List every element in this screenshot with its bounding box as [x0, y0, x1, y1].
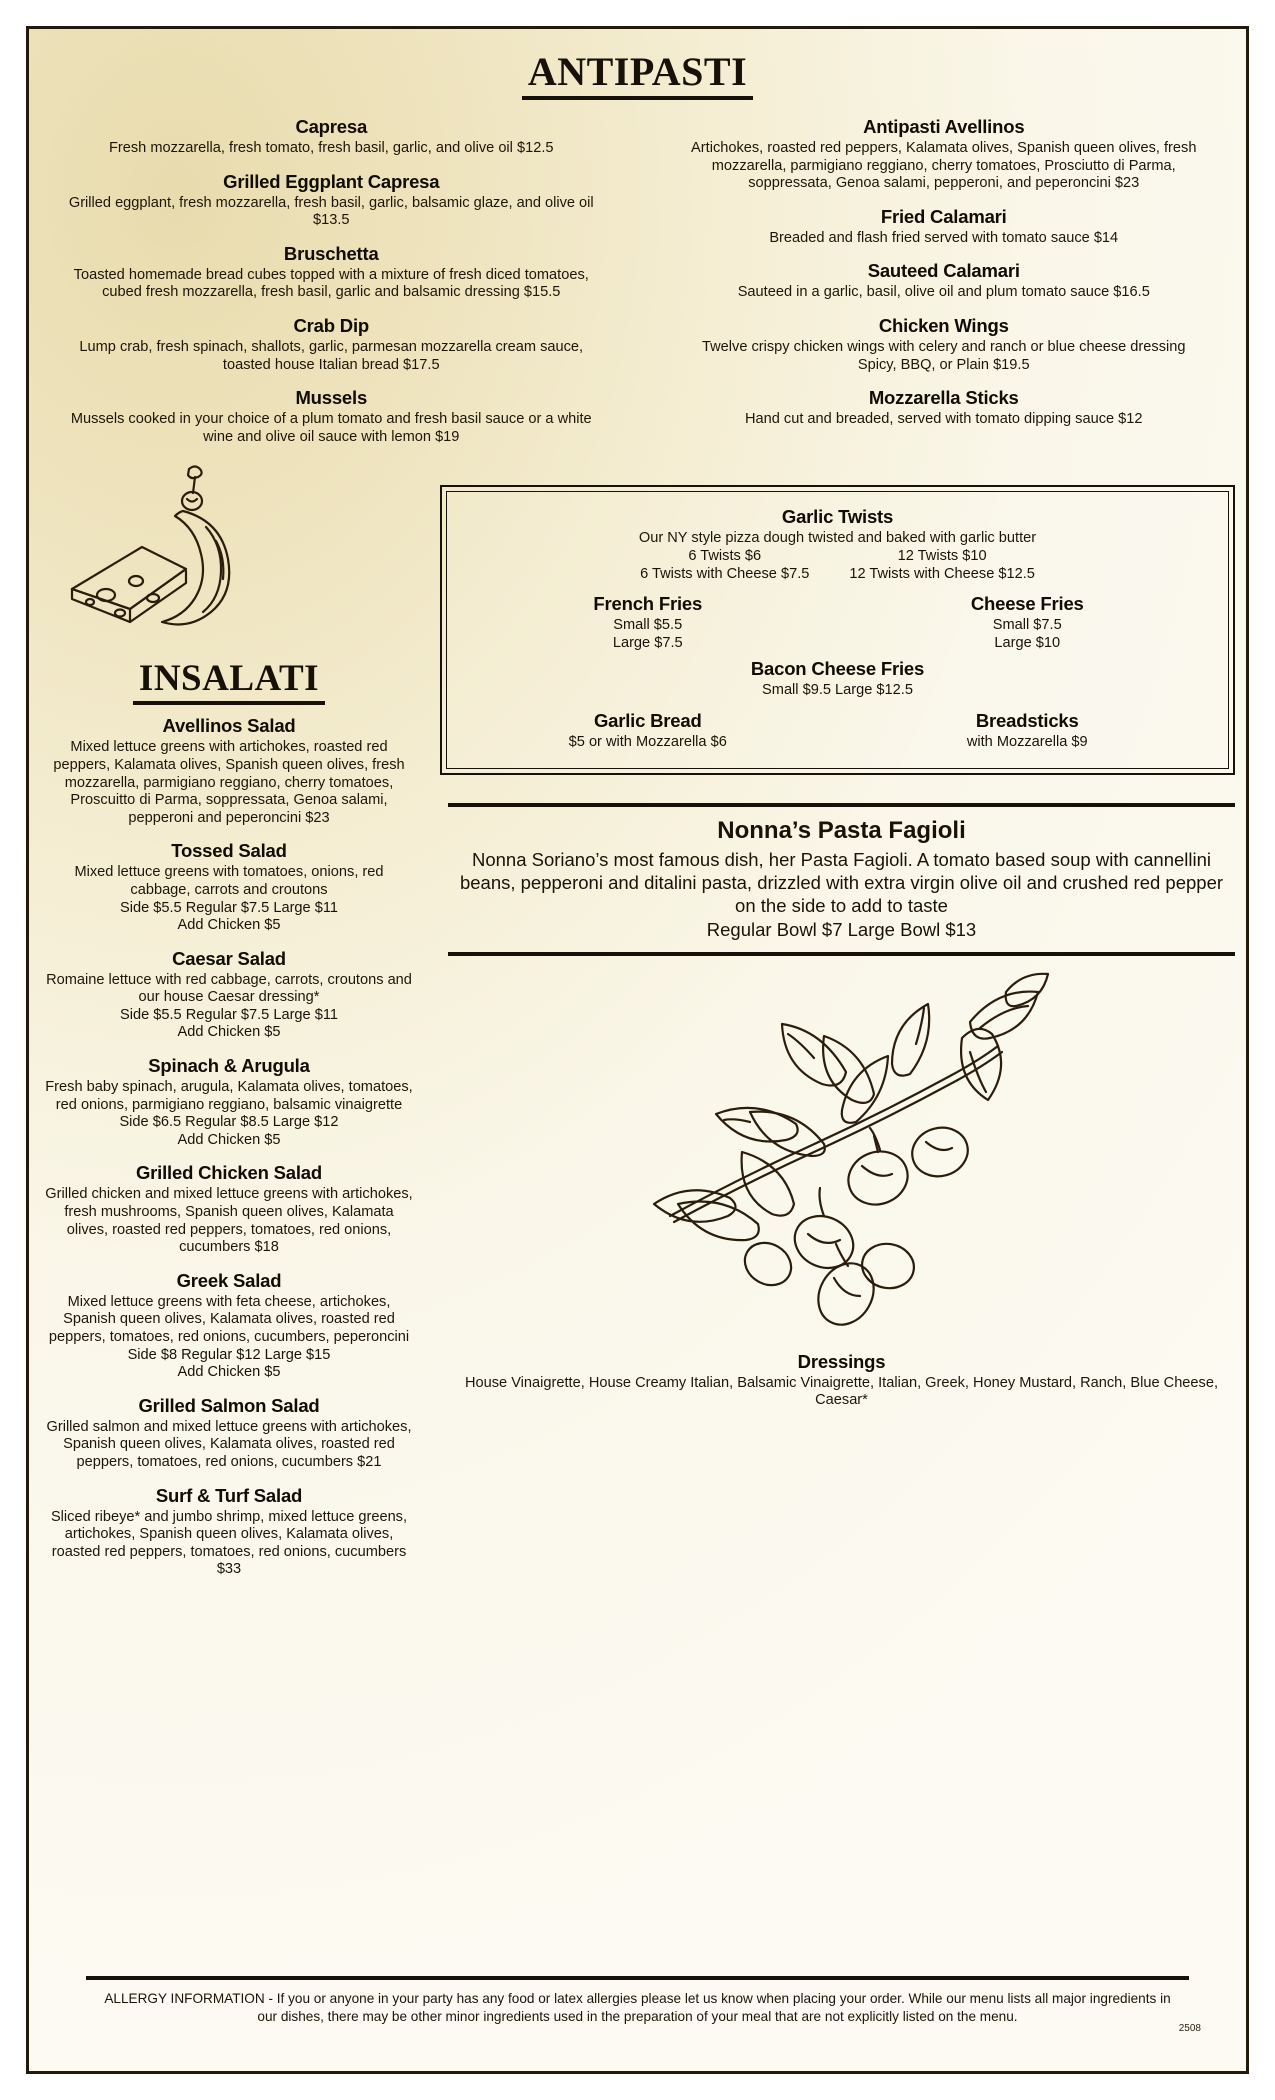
item-name: Tossed Salad: [171, 840, 287, 862]
price-line: Small $9.5 Large $12.5: [762, 682, 913, 699]
item-prices: Side $8 Regular $12 Large $15: [127, 1346, 331, 1363]
menu-item: [669, 206, 1220, 248]
dressings-title: Dressings: [797, 1350, 886, 1372]
item-prices: Side $6.5 Regular $8.5 Large $12: [119, 1114, 339, 1131]
price-line: Small $5.5: [613, 617, 683, 634]
item-description: Hand cut and breaded, served with tomato dipping sauce $12: [744, 411, 1143, 428]
sides-box: [440, 485, 1235, 774]
antipasti-title-text: ANTIPASTI: [522, 48, 753, 100]
item-description: Fresh baby spinach, arugula, Kalamata olives, tomatoes, red onions, parmigiano reggiano, balsamic vinaigrette: [45, 1079, 413, 1113]
item-name: Antipasti Avellinos: [863, 116, 1025, 137]
item-name: Bruschetta: [283, 242, 379, 264]
item-description: Our NY style pizza dough twisted and baked with garlic butter: [638, 530, 1037, 547]
antipasti-section-title: [34, 48, 1241, 100]
item-add-on: Add Chicken $5: [177, 917, 281, 934]
menu-item-breadsticks: [843, 710, 1213, 752]
item-name: Avellinos Salad: [162, 715, 296, 737]
item-name: Garlic Twists: [781, 506, 894, 528]
price-line: 12 Twists $10: [897, 547, 987, 564]
item-description: Mixed lettuce greens with tomatoes, onions, red cabbage, carrots and croutons: [74, 864, 384, 898]
item-name: Cheese Fries: [970, 593, 1084, 615]
fagioli-title: Nonna’s Pasta Fagioli: [717, 816, 966, 844]
menu-item-french-fries: [463, 593, 833, 652]
item-description: Sauteed in a garlic, basil, olive oil and plum tomato sauce $16.5: [737, 284, 1150, 301]
menu-item-bacon-cheese-fries: [463, 658, 1212, 700]
fagioli-top-rule: [448, 803, 1235, 807]
item-name: Crab Dip: [293, 314, 369, 336]
garlic-twists-prices: [463, 548, 1212, 583]
menu-item: [669, 116, 1220, 193]
menu-item: [669, 260, 1220, 302]
item-name: Garlic Bread: [593, 709, 702, 731]
item-name: Sauteed Calamari: [867, 260, 1020, 282]
item-description: Mixed lettuce greens with artichokes, roasted red peppers, Kalamata olives, Spanish queen olives, fresh mozzarella, parmigiano reggiano, cherry tomatoes, Proscuitto di Parma, soppressata, Genoa salami, pepperoni and peperoncini $23: [53, 739, 405, 826]
bread-row: [463, 710, 1212, 752]
price-line: Large $7.5: [612, 634, 683, 651]
price-line: Small $7.5: [992, 617, 1062, 634]
menu-item: [44, 840, 414, 934]
item-prices: Side $5.5 Regular $7.5 Large $11: [120, 1006, 338, 1023]
right-column: [424, 469, 1241, 1592]
item-description: Artichokes, roasted red peppers, Kalamata olives, Spanish queen olives, fresh mozzarella, parmigiano reggiano, cherry tomatoes, Prosciutto di Parma, soppressata, Genoa salami, pepperoni, and peperoncini $23: [691, 140, 1197, 192]
item-description: Toasted homemade bread cubes topped with a mixture of fresh diced tomatoes, cubed fresh mozzarella, fresh basil, garlic and balsamic dressing $15.5: [73, 266, 589, 301]
item-name: Spinach & Arugula: [148, 1055, 310, 1077]
pasta-fagioli-feature: [448, 803, 1235, 956]
insalati-items: [34, 705, 424, 1579]
item-description: Grilled eggplant, fresh mozzarella, fresh basil, garlic, balsamic glaze, and olive oil $13.5: [68, 194, 594, 229]
olive-branch-illustration: [438, 966, 1241, 1351]
menu-item: [44, 1395, 414, 1472]
menu-item: [44, 948, 414, 1042]
item-name: French Fries: [593, 593, 703, 615]
footer: [68, 1976, 1207, 2032]
menu-item: [44, 1270, 414, 1382]
item-add-on: Add Chicken $5: [177, 1131, 281, 1148]
price-line: 12 Twists with Cheese $12.5: [849, 565, 1035, 582]
fries-row: [463, 593, 1212, 652]
item-prices: Side $5.5 Regular $7.5 Large $11: [120, 899, 338, 916]
insalati-title-text: INSALATI: [133, 657, 325, 705]
menu-item: [56, 387, 607, 446]
item-description: Grilled chicken and mixed lettuce greens with artichokes, fresh mushrooms, Spanish queen olives, Kalamata olives, roasted red peppers, tomatoes, red onions, cucumbers $18: [45, 1186, 413, 1256]
fagioli-bottom-rule: [448, 952, 1235, 956]
item-description: Twelve crispy chicken wings with celery and ranch or blue cheese dressing Spicy, BBQ, or Plain $19.5: [702, 338, 1186, 373]
menu-item: [669, 315, 1220, 374]
item-name: Caesar Salad: [172, 947, 286, 969]
menu-item: [44, 1162, 414, 1256]
item-description: Romaine lettuce with red cabbage, carrots, croutons and our house Caesar dressing*: [46, 971, 412, 1006]
allergy-information: ALLERGY INFORMATION - If you or anyone in your party has any food or latex allergies please let us know when placing your order. While our menu lists all major ingredients in our dishes, there may be other minor ingredients used in the preparation of your meal that are not explicitly listed on the menu.: [104, 1991, 1171, 2024]
item-name: Chicken Wings: [878, 314, 1009, 336]
page-number: 2508: [1178, 2023, 1201, 2034]
item-description: Sliced ribeye* and jumbo shrimp, mixed lettuce greens, artichokes, Spanish queen olives, Kalamata olives, roasted red peppers, tomatoes, red onions, cucumbers $33: [50, 1508, 408, 1578]
antipasti-right-column: [651, 116, 1234, 459]
item-description: Lump crab, fresh spinach, shallots, garlic, parmesan mozzarella cream sauce, toasted house Italian bread $17.5: [79, 338, 584, 373]
item-name: Capresa: [295, 116, 368, 137]
fagioli-description: Nonna Soriano’s most famous dish, her Pasta Fagioli. A tomato based soup with cannellini beans, pepperoni and ditalini pasta, drizzled with extra virgin olive oil and crushed red pepper on the side to add to taste: [459, 848, 1224, 916]
price-line: Large $10: [994, 634, 1061, 651]
item-name: Fried Calamari: [880, 205, 1007, 227]
menu-item: [44, 1055, 414, 1149]
item-name: Breadsticks: [975, 709, 1079, 731]
mid-area: [34, 469, 1241, 1592]
garlic-twists-left-prices: [640, 548, 809, 583]
menu-item: [56, 171, 607, 230]
item-name: Bacon Cheese Fries: [750, 658, 925, 680]
sides-box-inner: [446, 491, 1229, 768]
antipasti-left-column: [42, 116, 625, 459]
price-line: 6 Twists with Cheese $7.5: [640, 565, 810, 582]
item-name: Mozzarella Sticks: [868, 387, 1019, 409]
insalati-column: [34, 469, 424, 1592]
menu-item-garlic-bread: [463, 710, 833, 752]
item-name: Grilled Eggplant Capresa: [223, 170, 440, 192]
menu-item: [56, 243, 607, 302]
item-add-on: Add Chicken $5: [177, 1364, 281, 1381]
price-line: 6 Twists $6: [688, 547, 762, 564]
item-description: Mixed lettuce greens with feta cheese, artichokes, Spanish queen olives, Kalamata olives, roasted red peppers, tomatoes, red onions, cucumbers, peperoncini: [48, 1293, 410, 1345]
menu-item: [44, 715, 414, 827]
cheese-wedge-illustration: [54, 461, 284, 636]
item-name: Grilled Chicken Salad: [135, 1162, 322, 1184]
menu-item: [669, 387, 1220, 429]
insalati-section-title: [34, 657, 424, 705]
dressings-list: House Vinaigrette, House Creamy Italian, Balsamic Vinaigrette, Italian, Greek, Honey Mustard, Ranch, Blue Cheese, Caesar*: [464, 1374, 1219, 1409]
menu-item-garlic-twists: [463, 506, 1212, 583]
price-line: with Mozzarella $9: [966, 733, 1088, 750]
menu-item-cheese-fries: [843, 593, 1213, 652]
dressings-section: [448, 1351, 1235, 1410]
menu-item: [56, 116, 607, 158]
item-description: Grilled salmon and mixed lettuce greens with artichokes, Spanish queen olives, Kalamata olives, roasted red peppers, tomatoes, red onions, cucumbers $21: [46, 1418, 412, 1470]
item-name: Greek Salad: [176, 1269, 282, 1291]
item-name: Surf & Turf Salad: [155, 1484, 303, 1506]
item-name: Mussels: [295, 387, 368, 409]
item-description: Breaded and flash fried served with tomato sauce $14: [769, 229, 1119, 246]
menu-content-area: [34, 34, 1241, 2066]
item-add-on: Add Chicken $5: [177, 1024, 281, 1041]
item-description: Fresh mozzarella, fresh tomato, fresh basil, garlic, and olive oil $12.5: [108, 140, 554, 156]
item-description: Mussels cooked in your choice of a plum tomato and fresh basil sauce or a white wine and olive oil sauce with lemon $19: [70, 411, 592, 445]
antipasti-columns: [34, 116, 1241, 459]
fagioli-prices: Regular Bowl $7 Large Bowl $13: [706, 918, 977, 940]
menu-item: [56, 315, 607, 374]
price-line: $5 or with Mozzarella $6: [568, 733, 727, 750]
item-name: Grilled Salmon Salad: [138, 1394, 320, 1416]
garlic-twists-right-prices: [849, 548, 1035, 583]
menu-item: [44, 1485, 414, 1579]
